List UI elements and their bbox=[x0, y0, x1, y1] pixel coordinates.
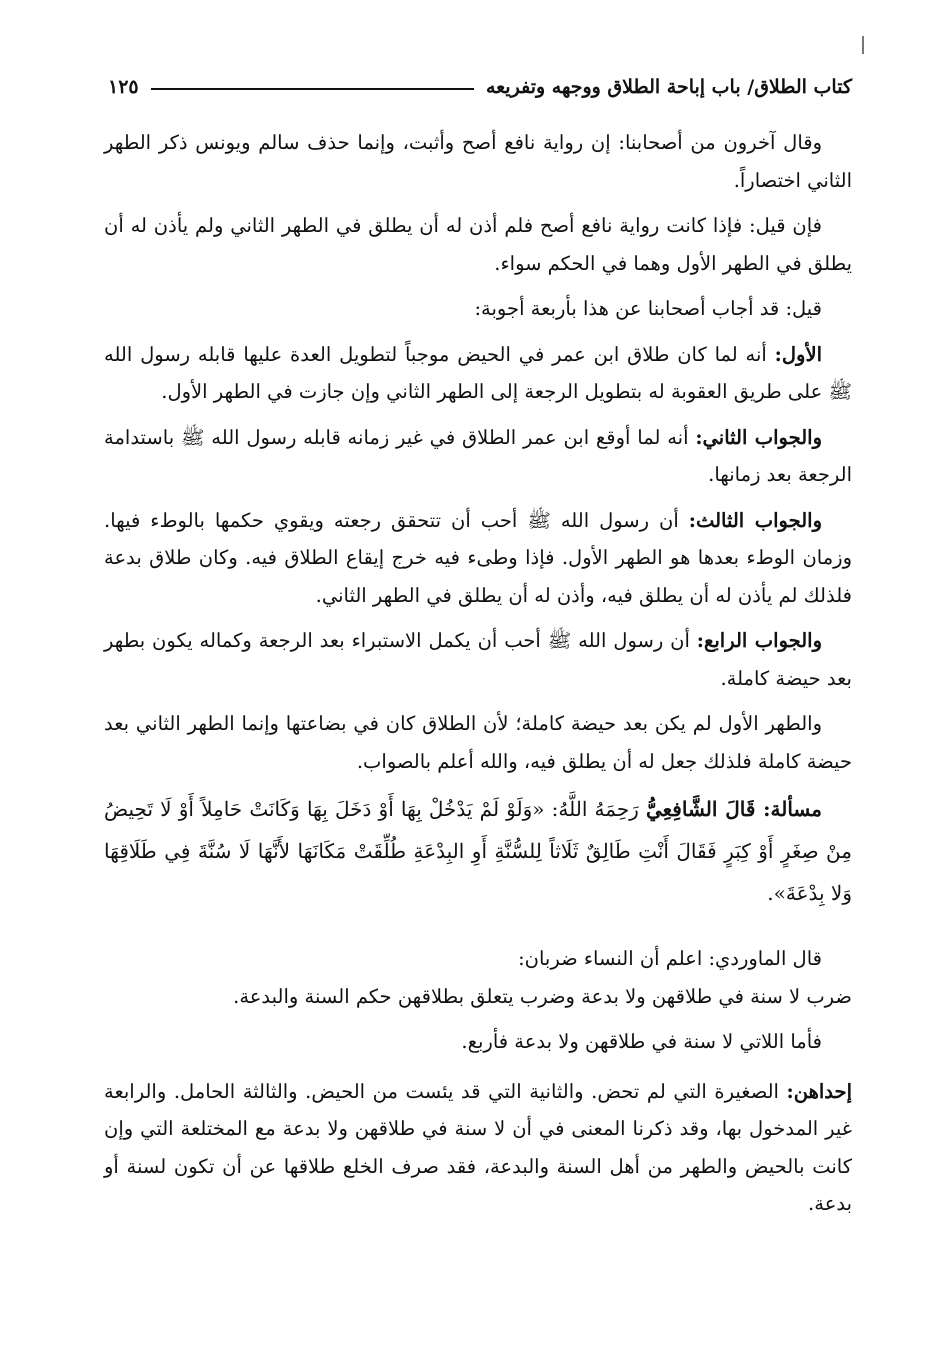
paragraph: قيل: قد أجاب أصحابنا عن هذا بأربعة أجوبة: bbox=[474, 297, 822, 320]
paragraph: فأما اللاتي لا سنة في طلاقهن ولا بدعة فأربع. bbox=[461, 1030, 822, 1053]
header-rule bbox=[151, 88, 474, 90]
paragraph-lead: إحداهن: bbox=[786, 1079, 852, 1103]
paragraph-lead: والجواب الثالث: bbox=[688, 508, 822, 532]
paragraph: قال الماوردي: اعلم أن النساء ضربان: bbox=[518, 947, 822, 970]
paragraph: وقال آخرون من أصحابنا: إن رواية نافع أصح وأثبت، وإنما حذف سالم ويونس ذكر الطهر الثاني اختصاراً. bbox=[104, 131, 852, 192]
chapter-title: كتاب الطلاق/ باب إباحة الطلاق ووجهه وتفريعه bbox=[485, 76, 852, 98]
running-header bbox=[108, 72, 852, 102]
paragraph: والجواب الثالث: أن رسول الله ﷺ أحب أن تتحقق رجعته ويقوي حكمها بالوطء فيها. وزمان الوطء بعدها هو الطهر الأول. فإذا وطىء فيه خرج إيقاع الطلاق فيه. وكان طلاق بدعة فلذلك لم يأذن له أن يطلق فيه، وأذن له أن يطلق في الطهر الثاني. bbox=[104, 508, 852, 607]
paragraph: الأول: أنه لما كان طلاق ابن عمر في الحيض موجباً لتطويل العدة عليها قابله رسول الله ﷺ على طريق العقوبة له بتطويل الرجعة إلى الطهر الثاني وإن جازت في الطهر الأول. bbox=[104, 342, 852, 403]
paragraph: ضرب لا سنة في طلاقهن ولا بدعة وضرب يتعلق بطلاقهن حكم السنة والبدعة. bbox=[233, 984, 852, 1008]
paragraph: إحداهن: الصغيرة التي لم تحض. والثانية التي قد يئست من الحيض. والثالثة الحامل. والرابعة غير المدخول بها، وقد ذكرنا المعنى في أن لا سنة في طلاقهن ولا بدعة مع المختلعة التي وإن كانت بالحيض والطهر من أهل السنة والبدعة، فقد صرف الخلع طلاقها عن أن تكون لسنة أو بدعة. bbox=[104, 1079, 852, 1215]
paragraph: والجواب الثاني: أنه لما أوقع ابن عمر الطلاق في غير زمانه قابله رسول الله ﷺ باستدامة الرجعة بعد زمانها. bbox=[104, 425, 852, 486]
masala-paragraph: مسألة: قَالَ الشَّافِعِيُّ رَحِمَهُ اللَّهُ: «وَلَوْ لَمْ يَدْخُلْ بِهَا أَوْ دَخَلَ بِهَا وَكَانَتْ حَامِلاً أَوْ لَا تَحِيضُ مِنْ صِغَرٍ أَوْ كِبَرٍ فَقَالَ أَنْتِ طَالِقٌ ثَلَاثاً لِلسُّنَّةِ أَوِ البِدْعَةِ طُلِّقَتْ مَكَانَهَا لأَنَّهَا لَا سُنَّةَ فِي طَلَاقِهَا وَلا بِدْعَةَ». bbox=[104, 797, 852, 905]
paragraph-lead: مسألة: قَالَ الشَّافِعِيُّ bbox=[645, 797, 822, 821]
page-body bbox=[104, 124, 852, 1231]
paragraph: والجواب الرابع: أن رسول الله ﷺ أحب أن يكمل الاستبراء بعد الرجعة وكماله يكون بطهر بعد حيضة كاملة. bbox=[104, 629, 852, 690]
paragraph-lead: والجواب الثاني: bbox=[695, 425, 822, 449]
paragraph: فإن قيل: فإذا كانت رواية نافع أصح فلم أذن له أن يطلق في الطهر الثاني ولم يأذن له أن يطلق في الطهر الأول وهما في الحكم سواء. bbox=[104, 214, 852, 275]
paragraph-lead: الأول: bbox=[774, 342, 822, 366]
paragraph: والطهر الأول لم يكن بعد حيضة كاملة؛ لأن الطلاق كان في بضاعتها وإنما الطهر الثاني بعد حيضة كاملة فلذلك جعل له أن يطلق فيه، والله أعلم بالصواب. bbox=[104, 712, 852, 773]
page-edge-mark bbox=[862, 36, 864, 54]
page-number: ١٢٥ bbox=[108, 76, 139, 98]
paragraph-lead: والجواب الرابع: bbox=[696, 629, 823, 652]
